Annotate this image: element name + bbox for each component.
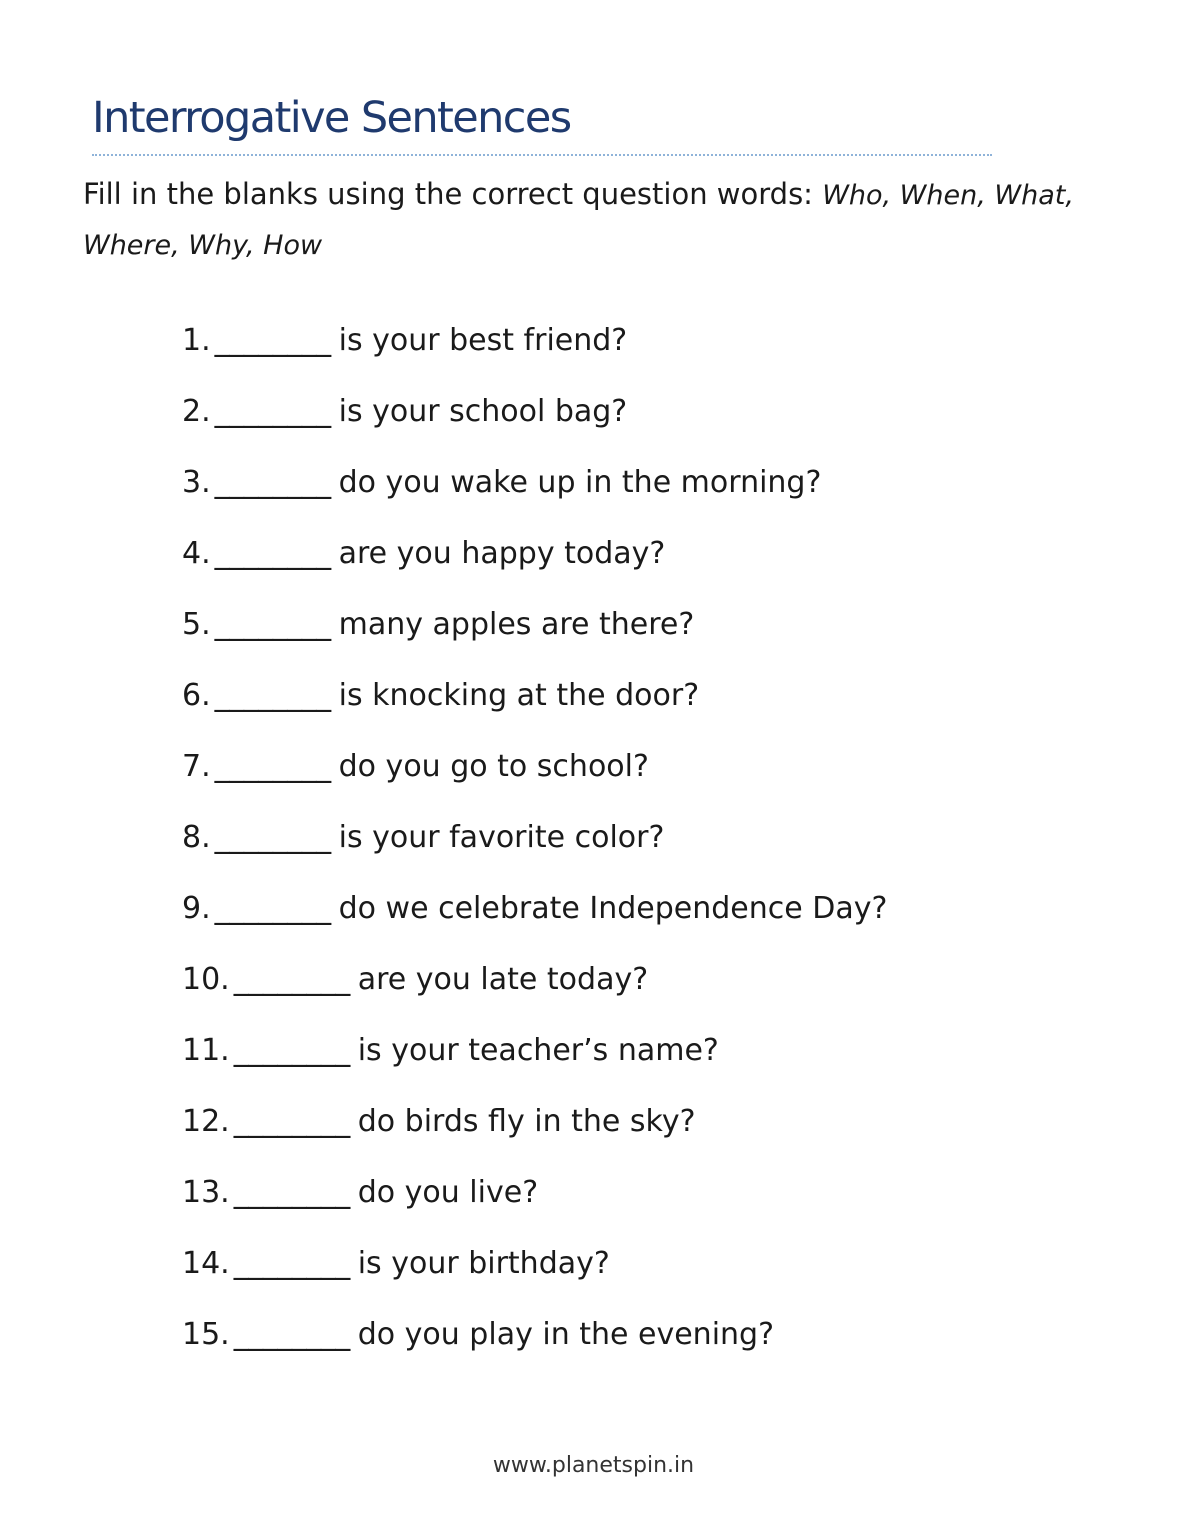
- question-text: is your birthday?: [357, 1246, 610, 1281]
- question-number: 1.: [182, 323, 211, 358]
- answer-blank[interactable]: ________: [214, 465, 331, 500]
- question-text: is your school bag?: [338, 394, 628, 429]
- question-number: 11.: [182, 1033, 230, 1068]
- question-number: 7.: [182, 749, 211, 784]
- title-divider: [92, 154, 992, 156]
- question-list: [182, 316, 887, 1381]
- question-number: 5.: [182, 607, 211, 642]
- question-item: [182, 671, 887, 742]
- question-text: do we celebrate Independence Day?: [338, 891, 888, 926]
- answer-blank[interactable]: ________: [214, 678, 331, 713]
- question-item: [182, 742, 887, 813]
- question-number: 2.: [182, 394, 211, 429]
- answer-blank[interactable]: ________: [233, 1175, 350, 1210]
- answer-blank[interactable]: ________: [214, 749, 331, 784]
- answer-blank[interactable]: ________: [233, 1033, 350, 1068]
- question-item: [182, 1310, 887, 1381]
- question-item: [182, 458, 887, 529]
- answer-blank[interactable]: ________: [214, 607, 331, 642]
- question-item: [182, 529, 887, 600]
- question-item: [182, 600, 887, 671]
- question-text: is your favorite color?: [338, 820, 665, 855]
- question-item: [182, 1168, 887, 1239]
- question-item: [182, 316, 887, 387]
- question-words: Who, When, What, Where, Why, How: [83, 180, 1074, 261]
- footer-url: www.planetspin.in: [492, 1453, 695, 1478]
- question-item: [182, 955, 887, 1026]
- question-text: do you live?: [357, 1175, 539, 1210]
- question-number: 3.: [182, 465, 211, 500]
- question-text: do you play in the evening?: [357, 1317, 775, 1352]
- instructions-text: Fill in the blanks using the correct question words:: [83, 177, 823, 211]
- question-number: 12.: [182, 1104, 230, 1139]
- question-number: 14.: [182, 1246, 230, 1281]
- question-number: 8.: [182, 820, 211, 855]
- answer-blank[interactable]: ________: [233, 1246, 350, 1281]
- question-text: do birds fly in the sky?: [357, 1104, 696, 1139]
- question-number: 13.: [182, 1175, 230, 1210]
- answer-blank[interactable]: ________: [233, 1317, 350, 1352]
- answer-blank[interactable]: ________: [214, 820, 331, 855]
- answer-blank[interactable]: ________: [233, 962, 350, 997]
- question-number: 6.: [182, 678, 211, 713]
- answer-blank[interactable]: ________: [214, 394, 331, 429]
- question-text: is knocking at the door?: [338, 678, 700, 713]
- question-number: 4.: [182, 536, 211, 571]
- question-text: do you wake up in the morning?: [338, 465, 822, 500]
- page-title: Interrogative Sentences: [92, 93, 571, 143]
- question-number: 9.: [182, 891, 211, 926]
- question-item: [182, 884, 887, 955]
- answer-blank[interactable]: ________: [233, 1104, 350, 1139]
- question-text: is your teacher’s name?: [357, 1033, 719, 1068]
- question-number: 15.: [182, 1317, 230, 1352]
- question-number: 10.: [182, 962, 230, 997]
- question-item: [182, 1239, 887, 1310]
- question-text: many apples are there?: [338, 607, 695, 642]
- question-text: is your best friend?: [338, 323, 628, 358]
- instructions: [83, 170, 1083, 270]
- question-text: are you late today?: [357, 962, 649, 997]
- question-text: are you happy today?: [338, 536, 666, 571]
- question-item: [182, 813, 887, 884]
- question-item: [182, 387, 887, 458]
- answer-blank[interactable]: ________: [214, 536, 331, 571]
- question-item: [182, 1026, 887, 1097]
- question-text: do you go to school?: [338, 749, 649, 784]
- question-item: [182, 1097, 887, 1168]
- answer-blank[interactable]: ________: [214, 323, 331, 358]
- answer-blank[interactable]: ________: [214, 891, 331, 926]
